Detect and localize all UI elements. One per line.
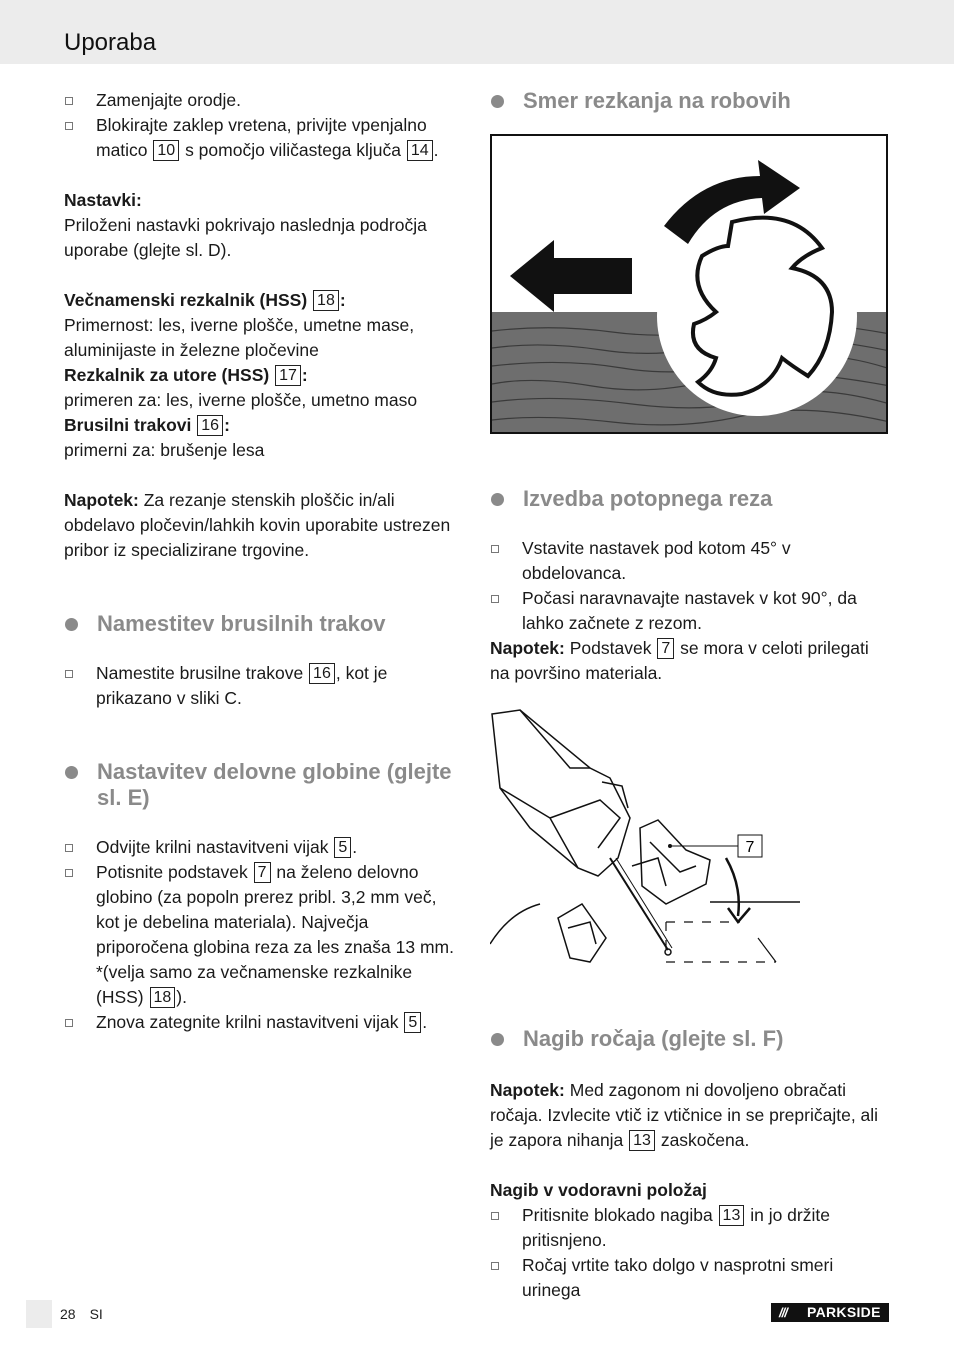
list-item-text: Namestite brusilne trakove bbox=[96, 663, 309, 683]
ref-16: 16 bbox=[197, 415, 223, 436]
callout-dot bbox=[668, 844, 672, 848]
ref-13: 13 bbox=[629, 1130, 655, 1151]
colon: : bbox=[339, 290, 346, 310]
parkside-logo bbox=[771, 1303, 889, 1322]
list-item bbox=[490, 586, 890, 636]
checkbox-bullet-icon bbox=[65, 869, 73, 877]
list-item-text: . bbox=[433, 140, 439, 160]
list-item-text: , kot je prikazano v sliki C. bbox=[96, 663, 388, 708]
checkbox-bullet-icon bbox=[65, 122, 73, 130]
sanding-band-list bbox=[64, 661, 460, 711]
plunge-cut-illustration bbox=[490, 708, 820, 978]
list-item-text: Vstavite nastavek pod kotom 45° v obdelovanca. bbox=[522, 538, 791, 583]
checkbox-bullet-icon bbox=[491, 545, 499, 553]
bullet-dot bbox=[491, 1033, 504, 1046]
tool-groove-label: Rezkalnik za utore (HSS) bbox=[64, 365, 270, 385]
figure-milling-direction bbox=[490, 134, 888, 434]
note-label: Napotek: bbox=[64, 490, 139, 510]
handle-tilt-list bbox=[490, 1203, 890, 1303]
bullet-dot bbox=[65, 766, 78, 779]
list-item-text: Ročaj vrtite tako dolgo v nasprotni smeri urinega bbox=[522, 1255, 834, 1300]
checkbox-bullet-icon bbox=[491, 1262, 499, 1270]
checkbox-bullet-icon bbox=[491, 595, 499, 603]
list-item-text: Potisnite podstavek bbox=[96, 862, 253, 882]
tool-multipurpose bbox=[64, 288, 460, 313]
colon: : bbox=[301, 365, 308, 385]
checkbox-bullet-icon bbox=[491, 1212, 499, 1220]
list-item-text: Odvijte krilni nastavitveni vijak bbox=[96, 837, 334, 857]
note-label: Napotek: bbox=[490, 638, 565, 658]
bullet-dot bbox=[491, 493, 504, 506]
list-item-text: Zamenjajte orodje. bbox=[96, 90, 241, 110]
ref-13: 13 bbox=[719, 1205, 745, 1226]
list-item-text: na želeno delovno globino (za popoln prerez pribl. 3,2 mm več, kot je debelina materiala). Največja priporočena globina reza za les znaša 13 mm. *(velja samo za večnamenske rezkalnike (HSS) bbox=[96, 862, 454, 1007]
note-text: Podstavek bbox=[564, 638, 657, 658]
list-item bbox=[64, 88, 460, 113]
ref-7: 7 bbox=[254, 862, 271, 883]
tool-multipurpose-text: Primernost: les, iverne plošče, umetne mase, aluminijaste in železne pločevine bbox=[64, 315, 415, 360]
page-number: 28 bbox=[60, 1306, 76, 1322]
section-title: Nastavitev delovne globine (glejte sl. E) bbox=[97, 759, 452, 810]
list-item bbox=[64, 661, 460, 711]
nastavki-text: Priloženi nastavki pokrivajo naslednja področja uporabe (glejte sl. D). bbox=[64, 215, 427, 260]
feed-direction-arrow bbox=[510, 240, 632, 312]
tool-groove-text: primeren za: les, iverne plošče, umetno maso bbox=[64, 390, 418, 410]
list-item bbox=[64, 860, 460, 1010]
note-text: Med zagonom ni dovoljeno obračati ročaja. Izvlecite vtič iz vtičnice in se prepričajte, ali je zapora nihanja bbox=[490, 1080, 879, 1150]
footer-marker bbox=[26, 1300, 52, 1328]
plunge-dashed-outline bbox=[666, 922, 776, 962]
tool-multipurpose-label: Večnamenski rezkalnik (HSS) bbox=[64, 290, 308, 310]
bullet-dot bbox=[65, 618, 78, 631]
ref-18: 18 bbox=[313, 290, 339, 311]
ref-5: 5 bbox=[404, 1012, 421, 1033]
section-edge-direction bbox=[490, 88, 890, 114]
note-text: Za rezanje stenskih ploščic in/ali obdelavo pločevin/lahkih kovin uporabite ustrezen pribor iz specializirane trgovine. bbox=[64, 490, 451, 560]
list-item-text: Znova zategnite krilni nastavitveni vijak bbox=[96, 1012, 404, 1032]
working-depth-list bbox=[64, 835, 460, 1035]
colon: : bbox=[224, 415, 230, 435]
tool-change-list bbox=[64, 88, 460, 163]
tool-groove bbox=[64, 363, 460, 388]
tool-sanding bbox=[64, 413, 460, 438]
bullet-dot bbox=[491, 95, 504, 108]
language-code: SI bbox=[89, 1306, 103, 1322]
milling-direction-illustration bbox=[492, 136, 888, 434]
checkbox-bullet-icon bbox=[65, 1019, 73, 1027]
section-working-depth bbox=[64, 759, 460, 811]
ref-7: 7 bbox=[657, 638, 674, 659]
ref-18: 18 bbox=[150, 987, 176, 1008]
ref-5: 5 bbox=[334, 837, 351, 858]
sub-heading-horizontal: Nagib v vodoravni položaj bbox=[490, 1180, 707, 1200]
list-item-text: s pomočjo viličastega ključa bbox=[180, 140, 406, 160]
list-item bbox=[490, 1253, 890, 1303]
left-column bbox=[64, 88, 460, 1035]
section-sanding-bands bbox=[64, 611, 460, 637]
list-item bbox=[64, 113, 460, 163]
list-item-text: Počasi naravnavajte nastavek v kot 90°, da lahko začnete z rezom. bbox=[522, 588, 857, 633]
checkbox-bullet-icon bbox=[65, 670, 73, 678]
callout-label-7: 7 bbox=[745, 839, 755, 856]
list-item bbox=[490, 1203, 890, 1253]
ref-14: 14 bbox=[407, 140, 433, 161]
ref-17: 17 bbox=[275, 365, 301, 386]
section-plunge-cut bbox=[490, 486, 890, 512]
list-item-text: ). bbox=[176, 987, 187, 1007]
checkbox-bullet-icon bbox=[65, 844, 73, 852]
note-base-plate bbox=[490, 636, 890, 686]
section-title: Namestitev brusilnih trakov bbox=[97, 611, 386, 636]
ref-10: 10 bbox=[153, 140, 179, 161]
section-title: Izvedba potopnega reza bbox=[523, 486, 773, 511]
plunge-cut-list bbox=[490, 536, 890, 636]
list-item bbox=[64, 1010, 460, 1035]
list-item-text: Blokirajte zaklep vretena, privijte vpenjalno matico bbox=[96, 115, 427, 160]
tool-sanding-label: Brusilni trakovi bbox=[64, 415, 192, 435]
page-header bbox=[0, 0, 954, 64]
page-title: Uporaba bbox=[64, 29, 157, 56]
ref-16: 16 bbox=[309, 663, 335, 684]
list-item-text: in jo držite pritisnjeno. bbox=[522, 1205, 830, 1250]
section-title: Nagib ročaja (glejte sl. F) bbox=[523, 1026, 784, 1051]
list-item bbox=[64, 835, 460, 860]
right-column bbox=[490, 88, 890, 1303]
footer-page-info bbox=[60, 1305, 117, 1323]
logo-text: PARKSIDE bbox=[807, 1304, 881, 1320]
note-text: zaskočena. bbox=[655, 1130, 750, 1150]
logo-stripes: /// bbox=[779, 1305, 787, 1320]
note-accessories bbox=[64, 488, 460, 563]
note-handle bbox=[490, 1078, 890, 1153]
section-title: Smer rezkanja na robovih bbox=[523, 88, 791, 113]
list-item-text: . bbox=[422, 1012, 428, 1032]
nastavki-heading: Nastavki: bbox=[64, 190, 142, 210]
note-label: Napotek: bbox=[490, 1080, 565, 1100]
figure-plunge-cut bbox=[490, 708, 820, 978]
list-item bbox=[490, 536, 890, 586]
section-handle-tilt bbox=[490, 1026, 890, 1052]
list-item-text: . bbox=[352, 837, 358, 857]
note-text: se mora v celoti prilegati na površino materiala. bbox=[490, 638, 869, 683]
list-item-text: Pritisnite blokado nagiba bbox=[522, 1205, 718, 1225]
checkbox-bullet-icon bbox=[65, 97, 73, 105]
tool-sanding-text: primerni za: brušenje lesa bbox=[64, 440, 265, 460]
